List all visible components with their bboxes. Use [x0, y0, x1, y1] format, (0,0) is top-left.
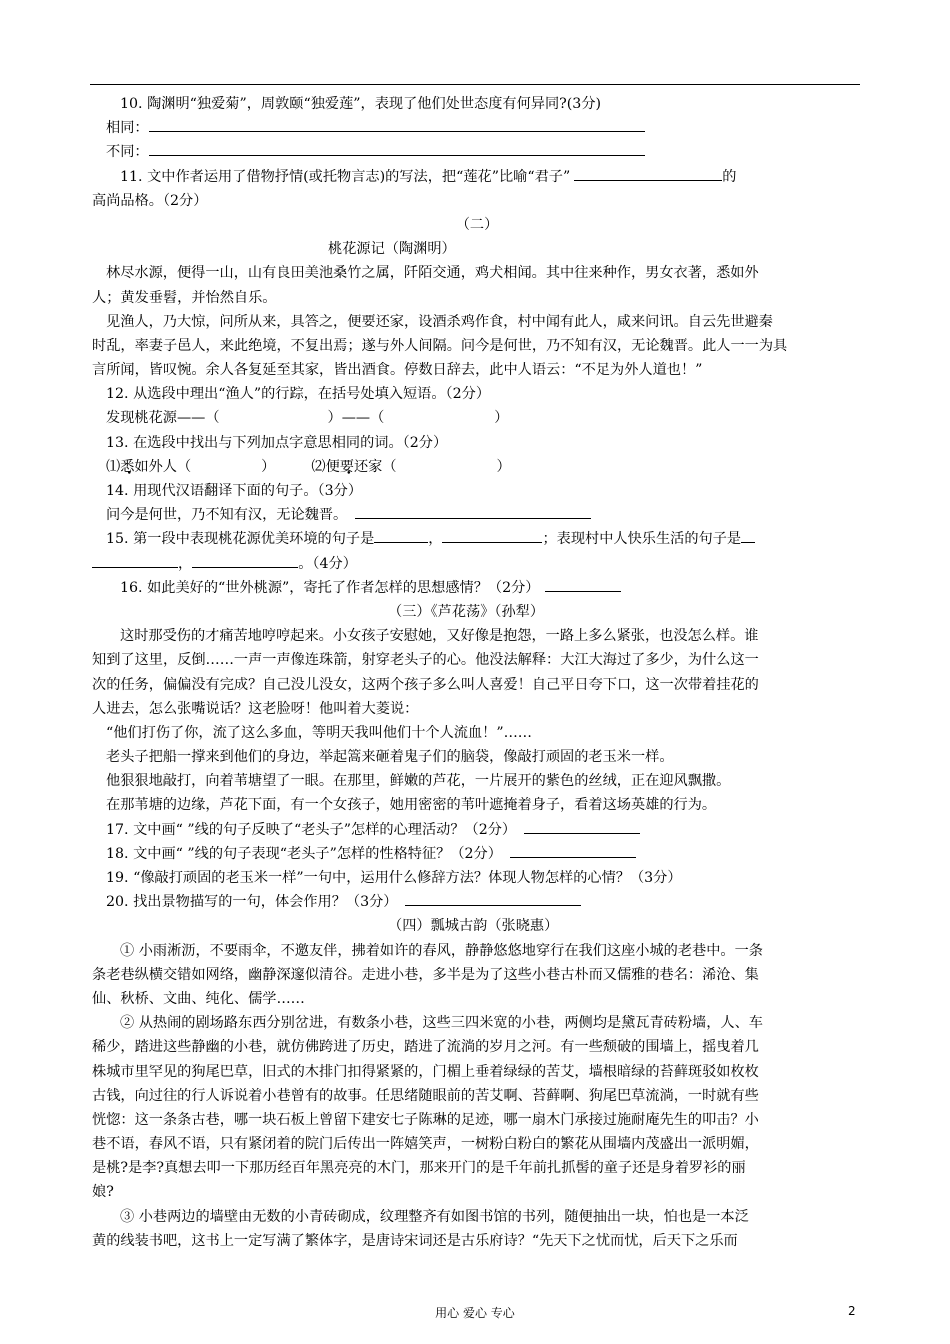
- answer-line[interactable]: [374, 527, 428, 543]
- section-3-heading: （三）《芦花荡》（孙犁）: [388, 603, 545, 620]
- answer-line[interactable]: [149, 140, 645, 156]
- passage-line: 在那苇塘的边缘，芦花下面，有一个女孩子，她用密密的苇叶遮掩着身子，看着这场英雄的行为。: [106, 797, 717, 814]
- passage-line: 这时那受伤的才痛苦地哼哼起来。小女孩子安慰她，又好像是抱怨，一路上多么紧张，也没怎么样。谁: [120, 628, 759, 645]
- question-13: 13. 在选段中找出与下列加点字意思相同的词。（2分）: [106, 434, 448, 451]
- passage-line: 黄的线装书吧，这书上一定写满了繁体字，是唐诗宋词还是古乐府诗？“先天下之忧而忧，后天下之乐而: [92, 1232, 738, 1249]
- question-14-sentence: 问今是何世，乃不知有汉，无论魏晋。: [92, 503, 862, 527]
- passage-line: 株城市里罕见的狗尾巴草，旧式的木排门扣得紧紧的，门楣上垂着绿绿的苦艾，墙根暗绿的苔藓斑驳如枚枚: [92, 1063, 759, 1080]
- passage-line: 人；黄发垂髫，并怡然自乐。: [92, 289, 277, 306]
- passage-line: 见渔人，乃大惊，问所从来，具答之，便要还家，设酒杀鸡作食，村中闻有此人，咸来问讯。自云先世避秦: [106, 313, 773, 330]
- section-2-title: 桃花源记（陶渊明）: [328, 241, 456, 258]
- passage-line: 仙、秋桥、文曲、纯化、儒学……: [92, 990, 305, 1007]
- answer-line[interactable]: [574, 165, 722, 181]
- passage-line: 次的任务，偏偏没有完成？自己没儿没女，这两个孩子多么叫人喜爱！自己平日夸下口，这一次带着挂花的: [92, 676, 759, 693]
- question-11-cont: 高尚品格。（2分）: [92, 192, 208, 209]
- passage-line: 言所闻，皆叹惋。余人各复延至其家，皆出酒食。停数日辞去，此中人语云：“不足为外人道也！”: [92, 362, 703, 379]
- question-10: 10. 陶渊明“独爱菊”，周敦颐“独爱莲”，表现了他们处世态度有何异同?(3分): [120, 96, 602, 112]
- passage-line: 他狠狠地敲打，向着苇塘望了一眼。在那里，鲜嫩的芦花，一片展开的紫色的丝绒，正在迎风飘撒。: [106, 773, 731, 790]
- passage-line: 老头子把船一撑来到他们的身边，举起篙来砸着鬼子们的脑袋，像敲打顽固的老玉米一样。: [106, 749, 674, 766]
- answer-line[interactable]: [524, 818, 640, 834]
- passage-line: 条老巷纵横交错如网络，幽静深邃似清谷。走进小巷，多半是为了这些小巷古朴而又儒雅的巷名：浠沧、集: [92, 966, 759, 983]
- passage-line: ② 从热闹的剧场路东西分别岔进，有数条小巷，这些三四米宽的小巷，两侧均是黛瓦青砖粉墙，人、车: [120, 1015, 763, 1032]
- answer-line[interactable]: [355, 503, 591, 519]
- answer-line[interactable]: [510, 842, 636, 858]
- passage-line: ① 小雨淅沥，不要雨伞，不邀友伴，拂着如许的春风，静静悠悠地穿行在我们这座小城的老巷中。一条: [120, 942, 763, 959]
- answer-line[interactable]: [442, 527, 542, 543]
- passage-line: 林尽水源，便得一山，山有良田美池桑竹之属，阡陌交通，鸡犬相闻。其中往来种作，男女衣著，悉如外: [106, 265, 759, 282]
- answer-line[interactable]: [405, 890, 581, 906]
- question-18: 18. 文中画“ ”线的句子表现“老头子”怎样的性格特征？（2分）: [92, 842, 862, 866]
- header-rule: [90, 84, 860, 85]
- passage-line: 娘?: [92, 1184, 114, 1201]
- question-10-diff: 不同：: [92, 140, 862, 164]
- document-page: [92, 92, 862, 1253]
- question-15: 15. 第一段中表现桃花源优美环境的句子是 ， ；表现村中人快乐生活的句子是: [92, 527, 862, 551]
- question-12: 12. 从选段中理出“渔人”的行踪，在括号处填入短语。（2分）: [106, 386, 491, 403]
- answer-line[interactable]: [92, 552, 178, 568]
- question-16: 16. 如此美好的“世外桃源”，寄托了作者怎样的思想感情？（2分）: [92, 576, 862, 600]
- question-10-same: 相同：: [92, 116, 862, 140]
- question-17: 17. 文中画“ ”线的句子反映了“老头子”怎样的心理活动？（2分）: [92, 818, 862, 842]
- answer-line[interactable]: [192, 552, 298, 568]
- passage-line: 古钱，向过往的行人诉说着小巷曾有的故事。任思绪随眼前的苦艾啊、苔藓啊、狗尾巴草流淌，一时就有些: [92, 1087, 759, 1104]
- passage-line: 知到了这里，反倒……一声一声像连珠箭，射穿老头子的心。他没法解释：大江大海过了多少，为什么这一: [92, 652, 759, 669]
- passage-line: 是桃?是李?真想去叩一下那历经百年黑亮亮的木门，那来开门的是千年前扎抓髻的童子还是身着罗衫的丽: [92, 1160, 746, 1177]
- passage-line: “他们打伤了你，流了这么多血，等明天我叫他们十个人流血！”……: [106, 724, 532, 741]
- dotted-char: 要: [339, 458, 354, 475]
- question-20: 20. 找出景物描写的一句，体会作用？（3分）: [92, 890, 862, 914]
- question-15-cont: ， 。（4分）: [92, 552, 862, 576]
- passage-line: ③ 小巷两边的墙壁由无数的小青砖砌成，纹理整齐有如图书馆的书列，随便抽出一块，怕也是一本泛: [120, 1208, 749, 1225]
- passage-line: 人进去，怎么张嘴说话？这老脸呀！他叫着大菱说：: [92, 700, 419, 717]
- question-13-items: ⑴悉如外人（ ） ⑵便要还家（ ）: [106, 458, 511, 475]
- passage-line: 时乱，率妻子邑人，来此绝境，不复出焉；遂与外人间隔。问今是何世，乃不知有汉，无论魏晋。此人一一为具: [92, 337, 788, 354]
- passage-line: 恍惚：这一条条古巷，哪一块石板上曾留下建安七子陈琳的足迹，哪一扇木门承接过施耐庵先生的叩击？小: [92, 1111, 759, 1128]
- footer-motto: 用心 爱心 专心: [435, 1306, 515, 1320]
- passage-line: 巷不语，春风不语，只有紧闭着的院门后传出一阵嬉笑声，一树粉白粉白的繁花从围墙内茂盛出一派明媚，: [92, 1136, 759, 1153]
- section-2-heading: （二）: [455, 216, 499, 233]
- answer-line[interactable]: [545, 576, 621, 592]
- answer-line[interactable]: [149, 116, 645, 132]
- passage-line: 稀少，踏进这些静幽的小巷，就仿佛跨进了历史，踏进了流淌的岁月之河。有一些颓破的围墙上，摇曳着几: [92, 1039, 759, 1056]
- question-11: 11. 文中作者运用了借物抒情(或托物言志)的写法，把“莲花”比喻“君子” 的: [92, 165, 862, 189]
- dotted-char: 悉: [120, 458, 135, 475]
- section-4-heading: （四）瓢城古韵（张晓惠）: [388, 918, 559, 935]
- answer-line[interactable]: [741, 527, 755, 543]
- question-12-blanks: 发现桃花源——（ ）——（ ）: [106, 410, 509, 427]
- question-19: 19. “像敲打顽固的老玉米一样”一句中，运用什么修辞方法？体现人物怎样的心情？（3分）: [106, 870, 682, 886]
- question-14: 14. 用现代汉语翻译下面的句子。（3分）: [106, 483, 363, 499]
- page-number: 2: [848, 1304, 856, 1318]
